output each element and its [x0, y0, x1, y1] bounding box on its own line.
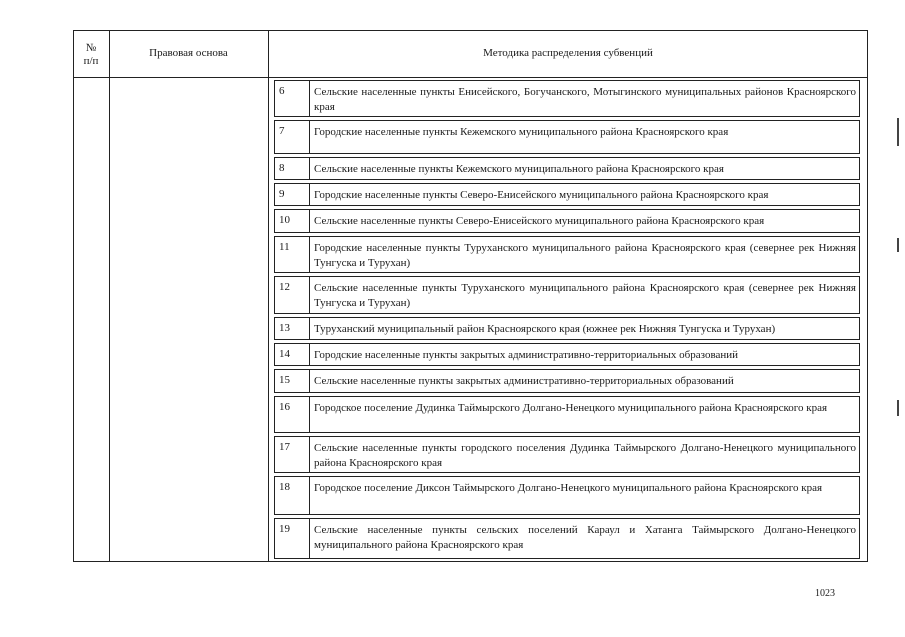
- method-row: [274, 518, 860, 559]
- row-number: 7: [275, 121, 310, 153]
- method-row: [274, 476, 860, 515]
- scan-edge-mark: [897, 118, 899, 146]
- row-number: 15: [275, 370, 310, 392]
- row-number: 19: [275, 519, 310, 558]
- row-text: Городское поселение Диксон Таймырского Долгано-Ненецкого муниципального района Красноярского края: [314, 482, 823, 494]
- header-col-legal-basis: Правовая основа: [149, 47, 228, 59]
- row-text: Сельские населенные пункты Туруханского муниципального района Красноярского края (севернее рек Нижняя Тунгуска и Турухан): [314, 282, 856, 309]
- row-text: Сельские населенные пункты Северо-Енисейского муниципального района Красноярского края: [314, 215, 765, 227]
- row-text: Городские населенные пункты Туруханского муниципального района Красноярского края (севернее рек Нижняя Тунгуска и Турухан): [314, 242, 856, 269]
- method-row: [274, 317, 860, 340]
- row-text: Сельские населенные пункты городского поселения Дудинка Таймырского Долгано-Ненецкого муниципального района Красноярского края: [314, 442, 856, 469]
- row-number: 11: [275, 237, 310, 272]
- row-number: 6: [275, 81, 310, 116]
- row-text: Сельские населенные пункты закрытых административно-территориальных образований: [314, 375, 734, 387]
- method-row: [274, 120, 860, 154]
- method-row: [274, 369, 860, 393]
- method-row: [274, 183, 860, 206]
- row-text: Городские населенные пункты Северо-Енисейского муниципального района Красноярского края: [314, 189, 769, 201]
- method-row: [274, 436, 860, 473]
- method-row: [274, 80, 860, 117]
- row-number: 18: [275, 477, 310, 514]
- row-number: 10: [275, 210, 310, 232]
- method-row: [274, 236, 860, 273]
- scan-edge-mark: [897, 400, 899, 416]
- col-divider-1: [109, 30, 110, 562]
- row-number: 12: [275, 277, 310, 313]
- row-number: 8: [275, 158, 310, 179]
- method-row: [274, 209, 860, 233]
- method-row: [274, 343, 860, 366]
- header-col-method: Методика распределения субвенций: [483, 47, 653, 59]
- method-row: [274, 276, 860, 314]
- row-number: 13: [275, 318, 310, 339]
- row-text: Сельские населенные пункты сельских поселений Караул и Хатанга Таймырского Долгано-Ненецкого муниципального района Красноярского края: [314, 524, 856, 551]
- row-text: Городские населенные пункты закрытых административно-территориальных образований: [314, 349, 739, 361]
- row-number: 14: [275, 344, 310, 365]
- header-divider: [73, 77, 868, 78]
- row-text: Городское поселение Дудинка Таймырского Долгано-Ненецкого муниципального района Красноярского края: [314, 402, 828, 414]
- row-text: Сельские населенные пункты Енисейского, Богучанского, Мотыгинского муниципальных районов Красноярского края: [314, 86, 856, 113]
- row-text: Сельские населенные пункты Кежемского муниципального района Красноярского края: [314, 163, 724, 175]
- method-row: [274, 396, 860, 433]
- row-text: Туруханский муниципальный район Красноярского края (южнее рек Нижняя Тунгуска и Турухан): [314, 323, 776, 335]
- col-divider-2: [268, 30, 269, 562]
- row-number: 16: [275, 397, 310, 432]
- header-col-number: № п/п: [83, 42, 99, 67]
- method-row: [274, 157, 860, 180]
- row-text: Городские населенные пункты Кежемского муниципального района Красноярского края: [314, 126, 729, 138]
- row-number: 17: [275, 437, 310, 472]
- row-number: 9: [275, 184, 310, 205]
- scan-edge-mark: [897, 238, 899, 252]
- page-number: 1023: [815, 588, 835, 599]
